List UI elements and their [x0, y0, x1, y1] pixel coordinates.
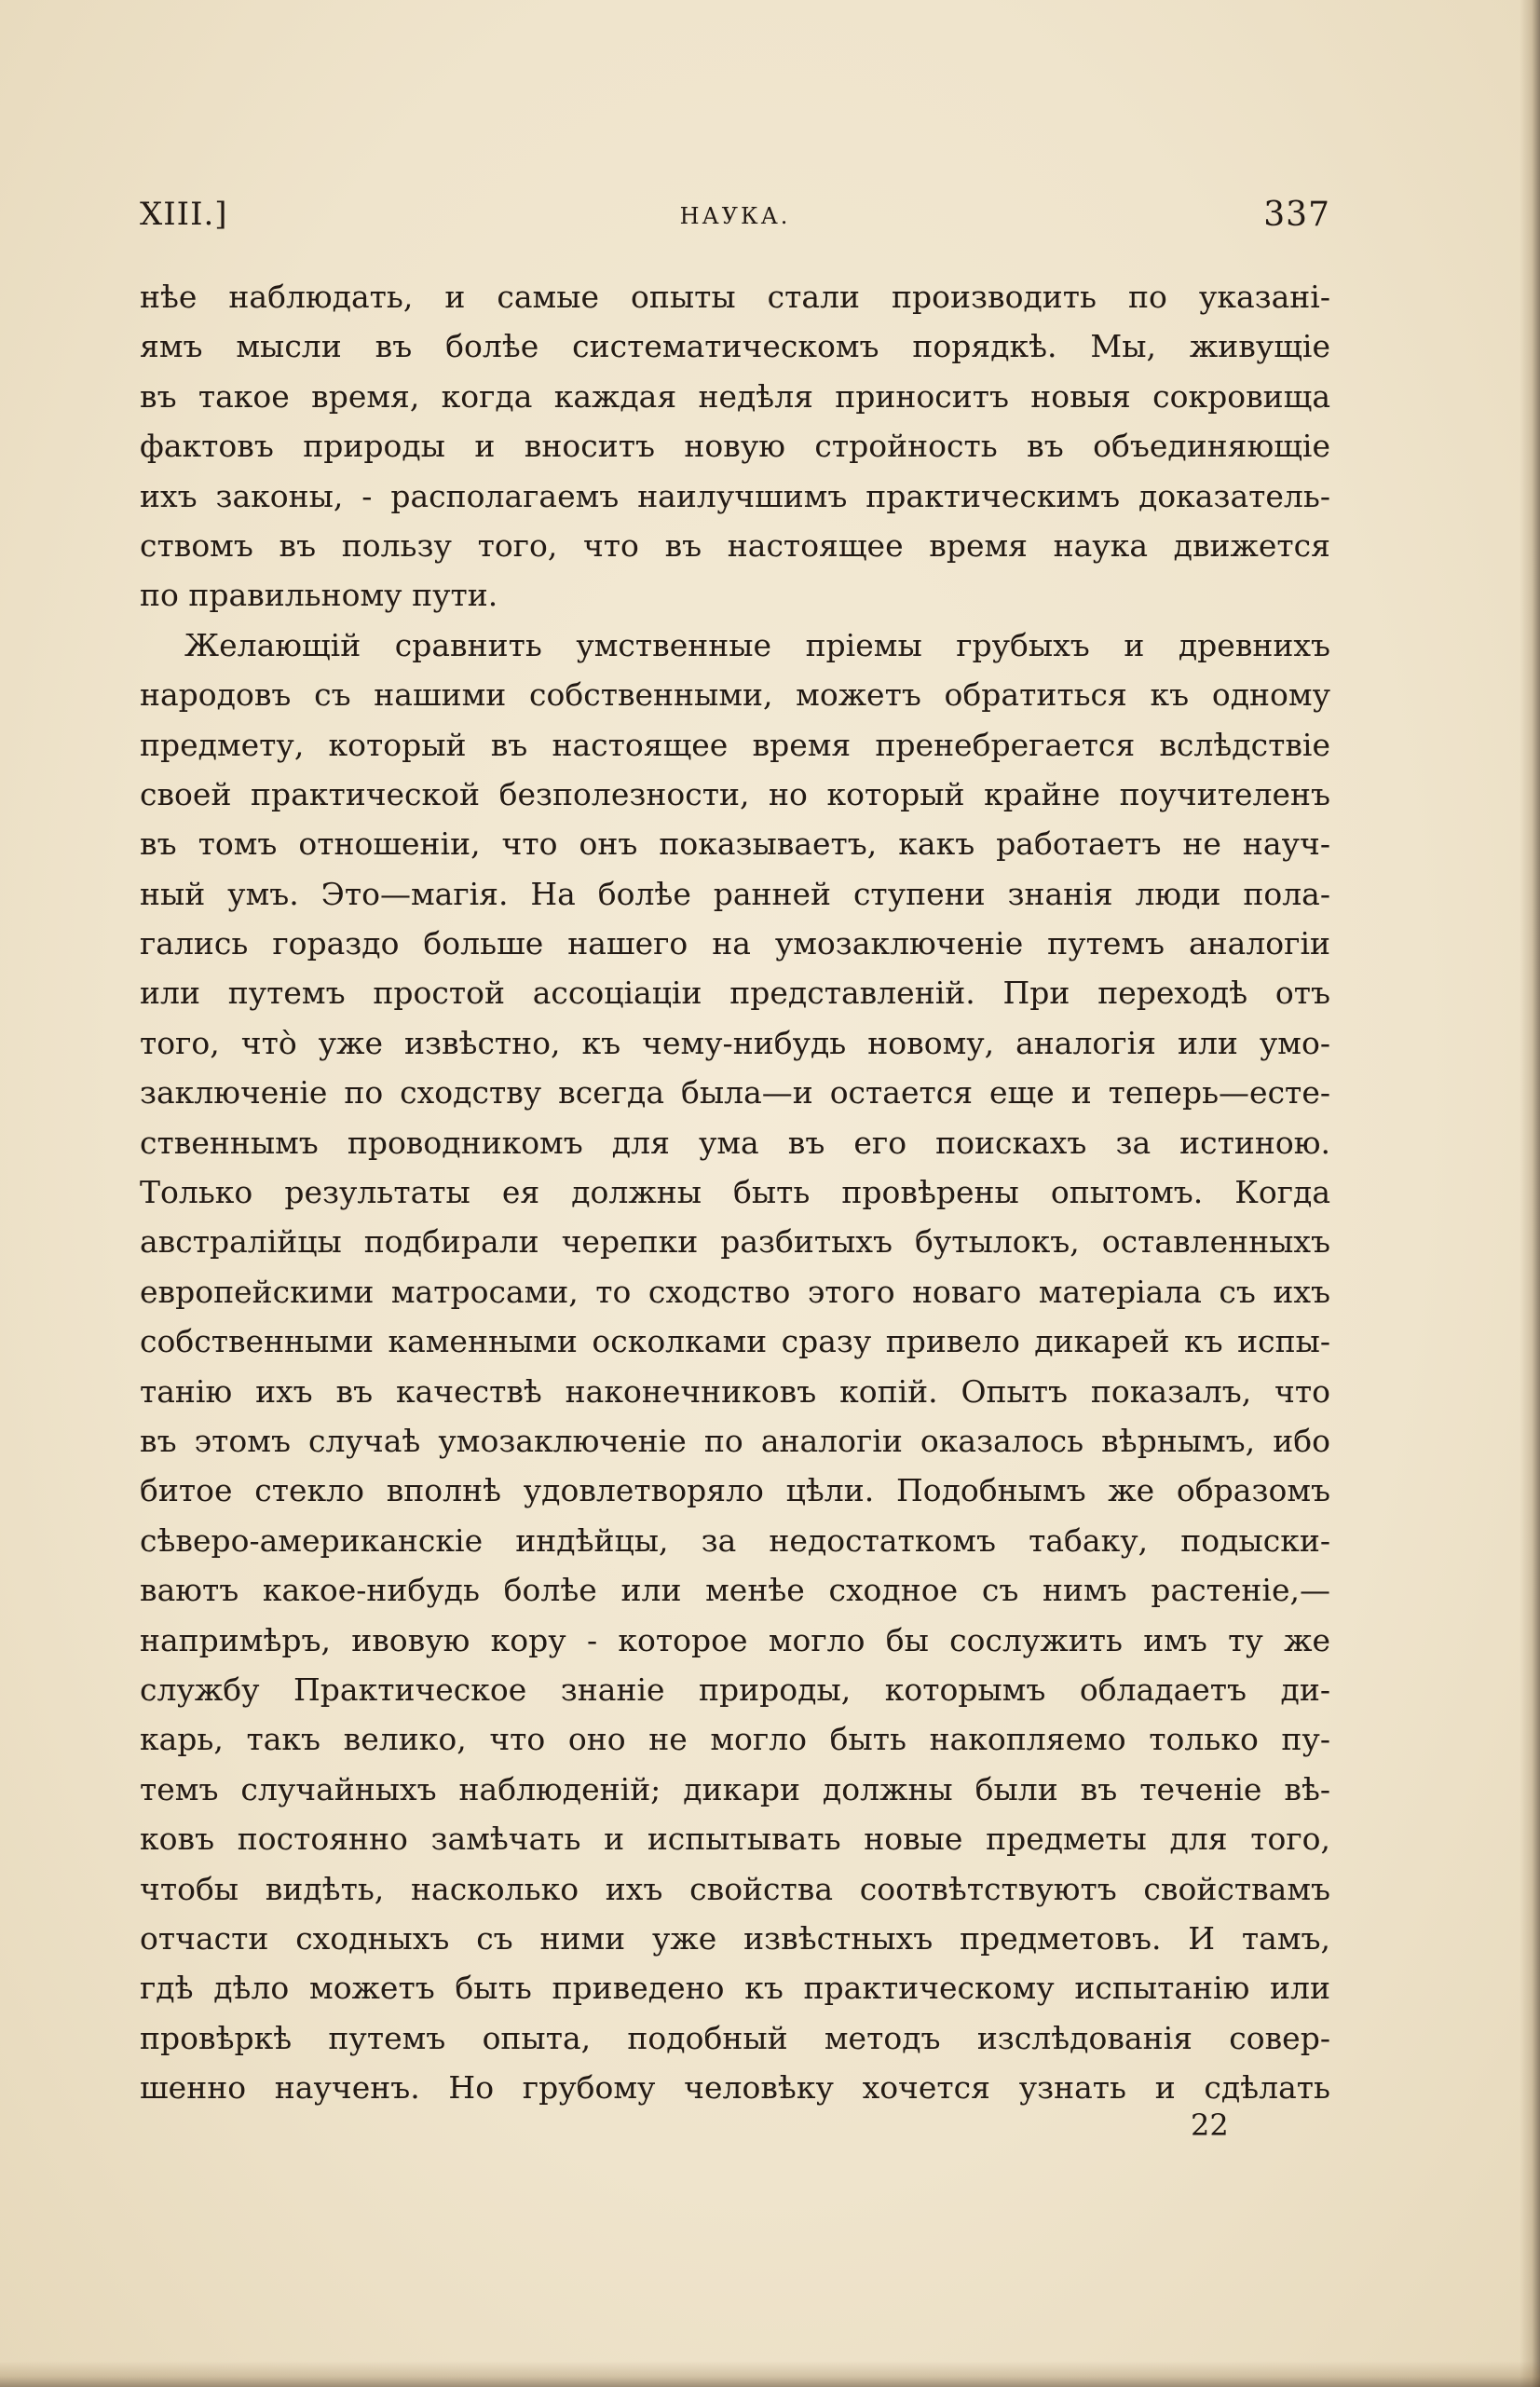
- body-text: [140, 272, 1330, 2112]
- chapter-number: XIII.]: [140, 196, 228, 233]
- text-line: народовъ съ нашими собственными, можетъ обратиться къ одному: [140, 676, 1330, 714]
- paragraph: [140, 621, 1330, 2113]
- text-line: ихъ законы, - располагаемъ наилучшимъ практическимъ доказатель-: [140, 477, 1330, 514]
- text-line: ковъ постоянно замѣчать и испытывать новые предметы для того,: [140, 1821, 1330, 1858]
- text-line: гдѣ дѣло можетъ быть приведено къ практическому испытанію или: [140, 1970, 1330, 2007]
- text-line: собственными каменными осколками сразу привело дикарей къ испы-: [140, 1323, 1330, 1360]
- text-line: напримѣръ, ивовую кору - которое могло бы сослужить имъ ту же: [140, 1621, 1330, 1658]
- text-line: Только результаты ея должны быть провѣрены опытомъ. Когда: [140, 1174, 1330, 1211]
- text-line: предмету, который въ настоящее время пренебрегается вслѣдствіе: [140, 726, 1330, 763]
- running-header: [140, 196, 1330, 242]
- text-line: заключеніе по сходству всегда была—и остается еще и теперь—есте-: [140, 1074, 1330, 1112]
- text-line: сѣверо-американскіе индѣйцы, за недостаткомъ табаку, подыски-: [140, 1521, 1330, 1559]
- text-line: того, что̀ уже извѣстно, къ чему-нибудь новому, аналогія или умо-: [140, 1024, 1330, 1061]
- text-line: или путемъ простой ассоціаціи представленій. При переходѣ отъ: [140, 975, 1330, 1012]
- page-number: 337: [1263, 196, 1330, 234]
- text-line: австралійцы подбирали черепки разбитыхъ бутылокъ, оставленныхъ: [140, 1223, 1330, 1261]
- text-line: ный умъ. Это—магія. На болѣе ранней ступени знанія люди пола-: [140, 875, 1330, 912]
- signature-mark: 22: [1191, 2107, 1229, 2143]
- text-line: чтобы видѣть, насколько ихъ свойства соотвѣтствуютъ свойствамъ: [140, 1870, 1330, 1907]
- text-line: провѣркѣ путемъ опыта, подобный методъ изслѣдованія совер-: [140, 2019, 1330, 2056]
- text-line: битое стекло вполнѣ удовлетворяло цѣли. Подобнымъ же образомъ: [140, 1472, 1330, 1509]
- text-line: карь, такъ велико, что оно не могло быть накопляемо только пу-: [140, 1721, 1330, 1758]
- text-line: Желающій сравнить умственные пріемы грубыхъ и древнихъ: [184, 626, 1330, 663]
- text-line: шенно наученъ. Но грубому человѣку хочется узнать и сдѣлать: [140, 2069, 1330, 2107]
- text-line: европейскими матросами, то сходство этого новаго матеріала съ ихъ: [140, 1273, 1330, 1310]
- text-line: своей практической безполезности, но который крайне поучителенъ: [140, 775, 1330, 812]
- text-line: нѣе наблюдать, и самые опыты стали производить по указані-: [140, 279, 1330, 315]
- text-line: въ этомъ случаѣ умозаключеніе по аналогіи оказалось вѣрнымъ, ибо: [140, 1422, 1330, 1459]
- paragraph: [140, 272, 1330, 621]
- text-line: службу Практическое знаніе природы, которымъ обладаетъ ди-: [140, 1671, 1330, 1708]
- text-line: гались гораздо больше нашего на умозаключеніе путемъ аналогіи: [140, 925, 1330, 962]
- page-edge-shadow-right: [1520, 0, 1540, 2387]
- text-line: фактовъ природы и вноситъ новую стройность въ объединяющіе: [140, 428, 1330, 465]
- text-line: темъ случайныхъ наблюденій; дикари должны были въ теченіе вѣ-: [140, 1770, 1330, 1807]
- text-line: по правильному пути.: [140, 577, 498, 614]
- text-line: въ такое время, когда каждая недѣля приноситъ новыя сокровища: [140, 377, 1330, 415]
- text-line: въ томъ отношеніи, что онъ показываетъ, какъ работаетъ не науч-: [140, 825, 1330, 863]
- text-line: ствомъ въ пользу того, что въ настоящее время наука движется: [140, 526, 1330, 564]
- text-line: отчасти сходныхъ съ ними уже извѣстныхъ предметовъ. И тамъ,: [140, 1919, 1330, 1957]
- page-edge-shadow-bottom: [0, 2361, 1540, 2387]
- text-line: ваютъ какое-нибудь болѣе или менѣе сходное съ нимъ растеніе,—: [140, 1572, 1330, 1609]
- text-line: ямъ мысли въ болѣе систематическомъ порядкѣ. Мы, живущіе: [140, 328, 1330, 365]
- running-title: НАУКА.: [679, 203, 791, 229]
- text-line: танію ихъ въ качествѣ наконечниковъ копій. Опытъ показалъ, что: [140, 1372, 1330, 1410]
- text-line: ственнымъ проводникомъ для ума въ его поискахъ за истиною.: [140, 1124, 1330, 1161]
